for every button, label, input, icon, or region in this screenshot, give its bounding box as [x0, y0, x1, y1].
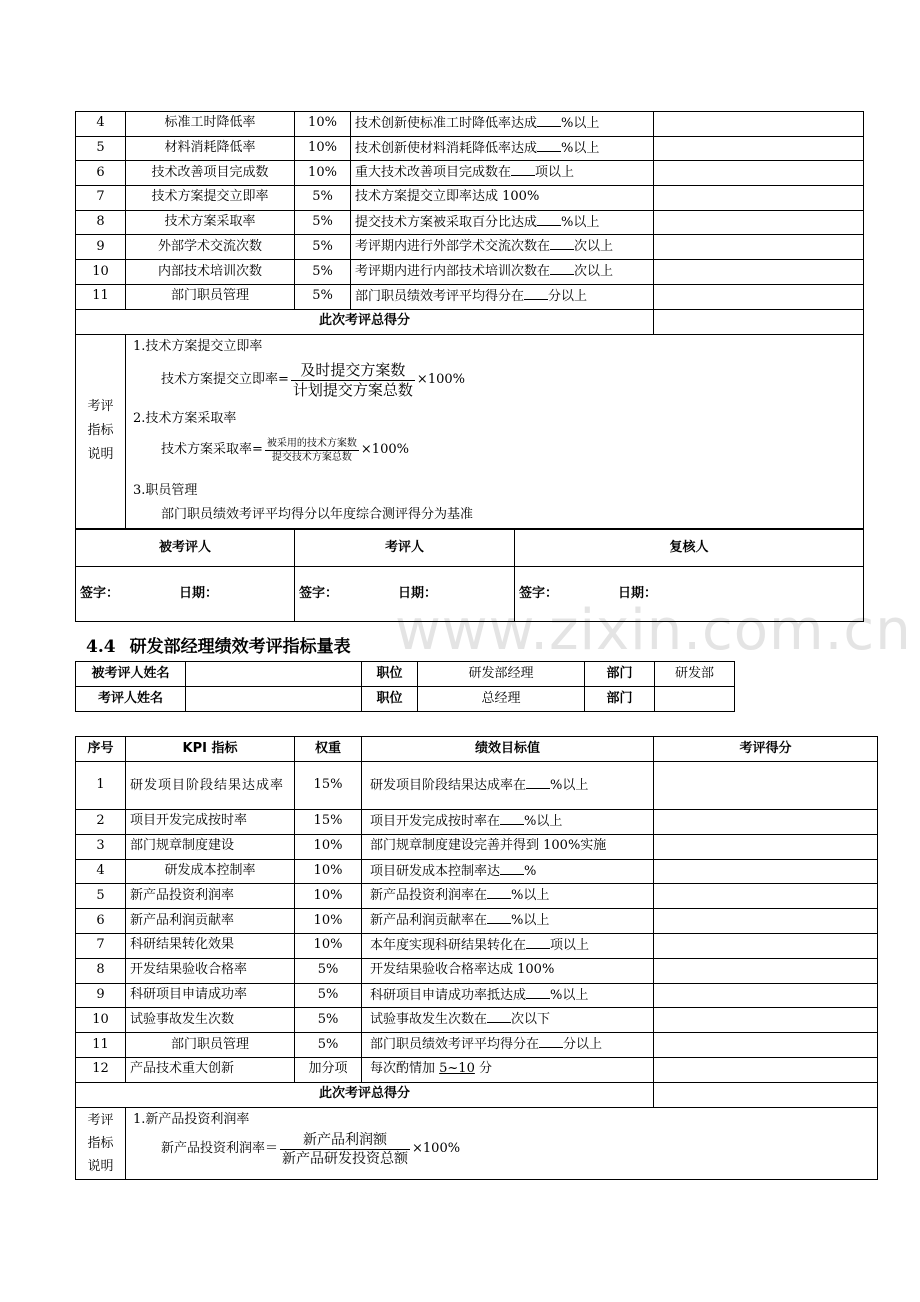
row-number: 4: [76, 112, 126, 137]
blank-field[interactable]: [526, 987, 550, 999]
signer-header-assessee: 被考评人: [76, 530, 295, 567]
kpi-weight: 10%: [295, 136, 351, 161]
target-cell: [362, 834, 654, 859]
kpi-name: 部门规章制度建设: [126, 834, 295, 859]
kpi-row: [76, 884, 878, 909]
total-label: 此次考评总得分: [76, 1082, 654, 1107]
note-1-title: 1.技术方案提交立即率: [133, 338, 263, 354]
department-value[interactable]: 研发部: [655, 662, 735, 687]
target-cell: [362, 1008, 654, 1033]
total-row: [76, 309, 864, 334]
kpi-name: 试验事故发生次数: [126, 1008, 295, 1033]
row-number: 2: [76, 810, 126, 835]
note-2-formula: 技术方案采取率= $\frac{\text{被采用的技术方案数}}{\text{提交技术方案总数}}$ ×100%: [161, 437, 409, 463]
row-number: 10: [76, 260, 126, 285]
kpi-row: [76, 1008, 878, 1033]
kpi-row: [76, 210, 864, 235]
target-cell: [351, 235, 654, 260]
row-number: 5: [76, 136, 126, 161]
target-cell: [362, 884, 654, 909]
total-score-cell[interactable]: [654, 309, 864, 334]
note-1-formula: 技术方案提交立即率= $\frac{\text{及时提交方案数}}{\text{计划提交方案总数}}$ ×100%: [161, 360, 465, 399]
score-cell[interactable]: [654, 933, 878, 958]
blank-field[interactable]: [537, 140, 561, 152]
range-value: 5~10: [439, 1061, 475, 1077]
assessor-name-field[interactable]: [186, 687, 362, 712]
notes-content: [126, 334, 864, 528]
target-suffix: 次以下: [511, 1012, 551, 1028]
kpi-weight: 10%: [295, 834, 362, 859]
target-suffix: %以上: [524, 813, 563, 829]
target-text: 技术创新使材料消耗降低率达成: [355, 140, 538, 156]
kpi-weight: 5%: [295, 235, 351, 260]
target-text: 技术方案提交立即率达成 100%: [355, 189, 540, 205]
kpi-row: [76, 933, 878, 958]
signer-header-reviewer: 复核人: [515, 530, 864, 567]
kpi-name: 内部技术培训次数: [126, 260, 295, 285]
kpi-row: [76, 983, 878, 1008]
signature-table: [75, 529, 864, 622]
kpi-weight: 5%: [295, 983, 362, 1008]
sign-cell-reviewer[interactable]: 签字： 日期：: [515, 567, 864, 622]
fraction: $\frac{\text{被采用的技术方案数}}{\text{提交技术方案总数}}$: [266, 437, 357, 463]
kpi-weight: 10%: [295, 933, 362, 958]
target-cell: [362, 1033, 654, 1058]
kpi-row: [76, 260, 864, 285]
blank-field[interactable]: [550, 263, 574, 275]
target-suffix: 项以上: [550, 937, 590, 953]
score-cell[interactable]: [654, 210, 864, 235]
target-suffix: %以上: [561, 214, 600, 230]
kpi-name: 技术方案提交立即率: [126, 186, 295, 211]
target-text: 提交技术方案被采取百分比达成: [355, 214, 538, 230]
target-suffix: 次以上: [574, 239, 614, 255]
row-number: 8: [76, 958, 126, 983]
col-header-no: 序号: [76, 737, 126, 762]
kpi-name: 研发成本控制率: [126, 859, 295, 884]
score-cell[interactable]: [654, 1008, 878, 1033]
position-value[interactable]: 总经理: [418, 687, 585, 712]
score-cell[interactable]: [654, 909, 878, 934]
row-number: 9: [76, 983, 126, 1008]
row-number: 3: [76, 834, 126, 859]
row-number: 10: [76, 1008, 126, 1033]
row-number: 12: [76, 1057, 126, 1082]
target-suffix: 次以上: [574, 264, 614, 280]
sign-cell-assessor[interactable]: 签字： 日期：: [295, 567, 515, 622]
kpi-weight: 5%: [295, 186, 351, 211]
target-cell: [362, 983, 654, 1008]
score-cell[interactable]: [654, 161, 864, 186]
score-cell[interactable]: [654, 834, 878, 859]
note-3-text: 部门职员绩效考评平均得分以年度综合测评得分为基准: [161, 506, 474, 522]
kpi-weight: 15%: [295, 762, 362, 810]
score-cell[interactable]: [654, 859, 878, 884]
target-text: 试验事故发生次数在: [370, 1012, 488, 1028]
blank-field[interactable]: [500, 813, 524, 825]
score-cell[interactable]: [654, 1057, 878, 1082]
col-header-score: 考评得分: [654, 737, 878, 762]
target-suffix: 分: [474, 1061, 492, 1077]
kpi-row: [76, 1033, 878, 1058]
kpi-name: 部门职员管理: [126, 284, 295, 309]
blank-field[interactable]: [539, 1036, 563, 1048]
header-row: [76, 737, 878, 762]
score-cell[interactable]: [654, 958, 878, 983]
assessee-name-field[interactable]: [186, 662, 362, 687]
target-text: 开发结果验收合格率达成 100%: [370, 962, 555, 978]
target-suffix: %以上: [511, 913, 550, 929]
score-cell[interactable]: [654, 284, 864, 309]
info-table: [75, 661, 735, 712]
fraction: $\frac{\text{及时提交方案数}}{\text{计划提交方案总数}}$: [292, 360, 413, 399]
blank-field[interactable]: [487, 912, 511, 924]
kpi-name: 技术改善项目完成数: [126, 161, 295, 186]
kpi-name: 科研项目申请成功率: [126, 983, 295, 1008]
total-label: 此次考评总得分: [76, 309, 654, 334]
col-header-kpi: KPI 指标: [126, 737, 295, 762]
score-cell[interactable]: [654, 260, 864, 285]
kpi-name: 技术方案采取率: [126, 210, 295, 235]
col-header-target: 绩效目标值: [362, 737, 654, 762]
notes-row: [76, 1107, 878, 1179]
notes-content: [126, 1107, 878, 1179]
score-cell[interactable]: [654, 136, 864, 161]
department-label: 部门: [585, 662, 655, 687]
kpi-weight: 5%: [295, 1033, 362, 1058]
watermark: www.zixin.com.cn: [395, 598, 912, 663]
kpi-row: [76, 161, 864, 186]
kpi-name: 研发项目阶段结果达成率: [126, 762, 295, 810]
target-suffix: %以上: [511, 888, 550, 904]
position-label: 职位: [362, 687, 418, 712]
blank-field[interactable]: [537, 214, 561, 226]
score-cell[interactable]: [654, 983, 878, 1008]
kpi-row: [76, 136, 864, 161]
kpi-weight: 加分项: [295, 1057, 362, 1082]
kpi-weight: 10%: [295, 161, 351, 186]
kpi-name: 项目开发完成按时率: [126, 810, 295, 835]
row-number: 5: [76, 884, 126, 909]
score-cell[interactable]: [654, 186, 864, 211]
target-cell: [351, 260, 654, 285]
kpi-weight: 10%: [295, 859, 362, 884]
kpi-row: [76, 834, 878, 859]
kpi-name: 科研结果转化效果: [126, 933, 295, 958]
target-cell: [362, 933, 654, 958]
note-3-title: 3.职员管理: [133, 482, 198, 498]
kpi-row: [76, 284, 864, 309]
info-row-assessee: [76, 662, 735, 687]
target-cell: [351, 112, 654, 137]
target-cell: [362, 909, 654, 934]
target-cell: [362, 762, 654, 810]
score-cell[interactable]: [654, 1033, 878, 1058]
row-number: 7: [76, 933, 126, 958]
kpi-weight: 15%: [295, 810, 362, 835]
blank-field[interactable]: [537, 115, 561, 127]
notes-label: 考评 指标 说明: [76, 1107, 126, 1179]
kpi-weight: 10%: [295, 112, 351, 137]
row-number: 8: [76, 210, 126, 235]
blank-field[interactable]: [550, 238, 574, 250]
sign-cell-assessee[interactable]: 签字： 日期：: [76, 567, 295, 622]
position-label: 职位: [362, 662, 418, 687]
section-number: 4.4: [86, 637, 116, 657]
target-text: 部门职员绩效考评平均得分在: [355, 288, 525, 304]
row-number: 4: [76, 859, 126, 884]
total-row: [76, 1082, 878, 1107]
signer-header-assessor: 考评人: [295, 530, 515, 567]
kpi-name: 标准工时降低率: [126, 112, 295, 137]
kpi-row: [76, 186, 864, 211]
kpi-row: [76, 1057, 878, 1082]
row-number: 1: [76, 762, 126, 810]
blank-field[interactable]: [487, 1011, 511, 1023]
target-text: 部门规章制度建设完善并得到 100%实施: [370, 838, 607, 854]
kpi-row: [76, 859, 878, 884]
note-1-title: 1.新产品投资利润率: [133, 1111, 250, 1127]
target-cell: [362, 958, 654, 983]
target-cell: [362, 810, 654, 835]
section-title: 研发部经理绩效考评指标量表: [129, 637, 351, 657]
kpi-weight: 10%: [295, 884, 362, 909]
row-number: 7: [76, 186, 126, 211]
target-text: 部门职员绩效考评平均得分在: [370, 1037, 540, 1053]
kpi-weight: 5%: [295, 260, 351, 285]
blank-field[interactable]: [511, 164, 535, 176]
score-cell[interactable]: [654, 810, 878, 835]
target-suffix: 项以上: [535, 165, 575, 181]
fraction: $\frac{\text{新产品利润额}}{\text{新产品研发投资总额}}$: [282, 1131, 409, 1167]
target-cell: [351, 210, 654, 235]
kpi-name: 部门职员管理: [126, 1033, 295, 1058]
target-text: 项目开发完成按时率在: [370, 813, 501, 829]
note-2-title: 2.技术方案采取率: [133, 410, 237, 426]
score-cell[interactable]: [654, 235, 864, 260]
department-label: 部门: [585, 687, 655, 712]
target-text: 每次酌情加: [370, 1061, 440, 1077]
blank-field[interactable]: [524, 288, 548, 300]
kpi-name: 新产品投资利润率: [126, 884, 295, 909]
target-suffix: %以上: [561, 115, 600, 131]
blank-field[interactable]: [500, 863, 524, 875]
kpi-weight: 5%: [295, 210, 351, 235]
assessee-name-label: 被考评人姓名: [76, 662, 186, 687]
target-text: 研发项目阶段结果达成率在: [370, 777, 527, 793]
target-text: 技术创新使标准工时降低率达成: [355, 115, 538, 131]
target-text: 考评期内进行内部技术培训次数在: [355, 264, 551, 280]
blank-field[interactable]: [526, 777, 550, 789]
target-cell: [362, 1057, 654, 1082]
target-text: 重大技术改善项目完成数在: [355, 165, 512, 181]
rd-manager-kpi-table: [75, 736, 878, 1180]
target-text: 本年度实现科研结果转化在: [370, 937, 527, 953]
kpi-weight: 10%: [295, 909, 362, 934]
blank-field[interactable]: [487, 887, 511, 899]
target-cell: [351, 161, 654, 186]
notes-row: [76, 334, 864, 528]
kpi-row: [76, 958, 878, 983]
total-score-cell[interactable]: [654, 1082, 878, 1107]
target-text: 新产品利润贡献率在: [370, 913, 488, 929]
target-cell: [351, 136, 654, 161]
target-text: 新产品投资利润率在: [370, 888, 488, 904]
assessor-name-label: 考评人姓名: [76, 687, 186, 712]
kpi-row: [76, 909, 878, 934]
target-cell: [351, 186, 654, 211]
kpi-weight: 5%: [295, 958, 362, 983]
target-suffix: 分以上: [548, 288, 588, 304]
row-number: 9: [76, 235, 126, 260]
col-header-weight: 权重: [295, 737, 362, 762]
kpi-row: [76, 235, 864, 260]
target-suffix: %: [524, 863, 537, 879]
kpi-name: 开发结果验收合格率: [126, 958, 295, 983]
info-row-assessor: [76, 687, 735, 712]
kpi-name: 材料消耗降低率: [126, 136, 295, 161]
kpi-row: [76, 112, 864, 137]
score-cell[interactable]: [654, 112, 864, 137]
row-number: 11: [76, 284, 126, 309]
target-suffix: %以上: [550, 987, 589, 1003]
kpi-row: [76, 762, 878, 810]
section-heading: [86, 632, 351, 657]
target-suffix: %以上: [561, 140, 600, 156]
target-suffix: %以上: [550, 777, 589, 793]
kpi-name: 新产品利润贡献率: [126, 909, 295, 934]
note-1-formula: 新产品投资利润率＝ $\frac{\text{新产品利润额}}{\text{新产品研发投资总额}}$ ×100%: [161, 1131, 461, 1167]
kpi-table-continued: [75, 111, 864, 529]
target-suffix: 分以上: [563, 1037, 603, 1053]
kpi-row: [76, 810, 878, 835]
target-cell: [351, 284, 654, 309]
target-text: 考评期内进行外部学术交流次数在: [355, 239, 551, 255]
position-value[interactable]: 研发部经理: [418, 662, 585, 687]
row-number: 6: [76, 161, 126, 186]
score-cell[interactable]: [654, 762, 878, 810]
department-value[interactable]: [655, 687, 735, 712]
row-number: 11: [76, 1033, 126, 1058]
row-number: 6: [76, 909, 126, 934]
target-text: 项目研发成本控制率达: [370, 863, 501, 879]
kpi-weight: 5%: [295, 1008, 362, 1033]
kpi-weight: 5%: [295, 284, 351, 309]
target-cell: [362, 859, 654, 884]
target-text: 科研项目申请成功率抵达成: [370, 987, 527, 1003]
score-cell[interactable]: [654, 884, 878, 909]
blank-field[interactable]: [526, 937, 550, 949]
notes-label: 考评 指标 说明: [76, 334, 126, 528]
kpi-name: 产品技术重大创新: [126, 1057, 295, 1082]
kpi-name: 外部学术交流次数: [126, 235, 295, 260]
